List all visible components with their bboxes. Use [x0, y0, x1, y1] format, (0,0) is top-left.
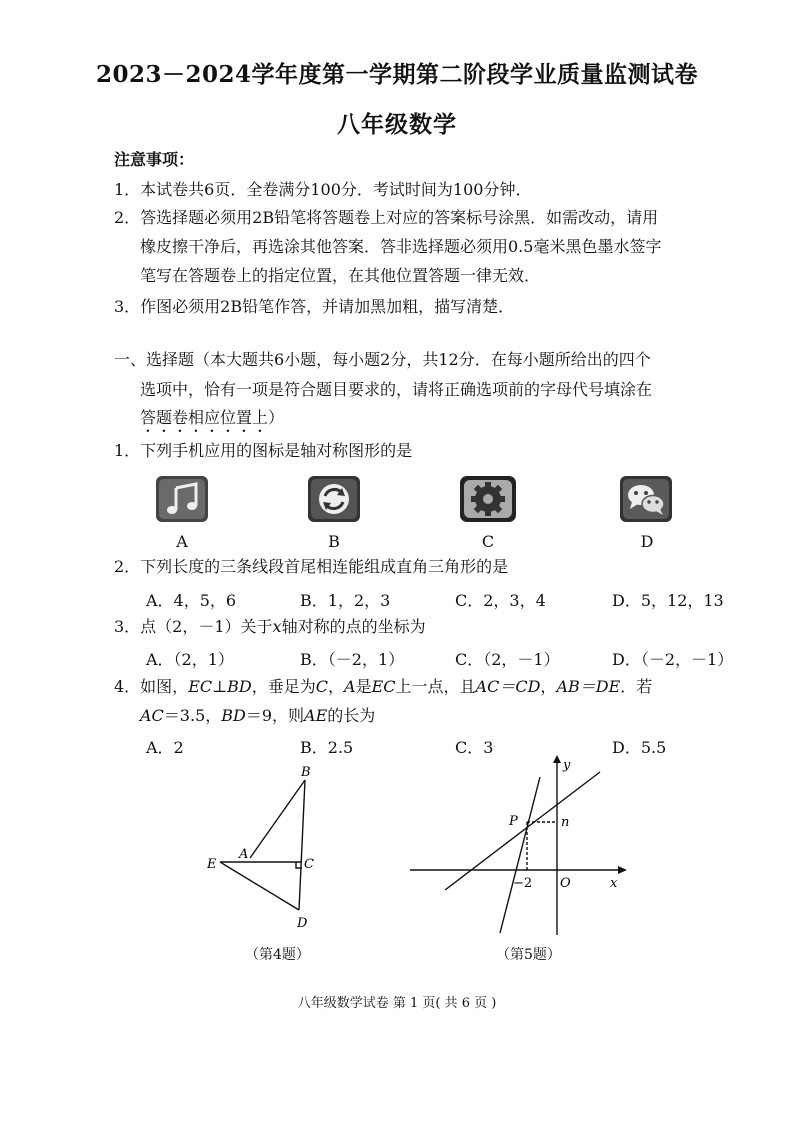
q1-option-a-label: A	[176, 532, 188, 551]
q4-s10: AC＝CD	[475, 677, 541, 696]
page-footer: 八年级数学试卷 第 1 页( 共 6 页 )	[297, 996, 497, 1011]
q4-s13: ．若	[620, 677, 653, 696]
fig5-label-n: n	[561, 815, 570, 830]
q3-stem-var: x	[272, 617, 282, 636]
fig4-label-d: D	[297, 916, 308, 931]
q3-stem-a: 3．点（2，－1）关于	[114, 617, 273, 636]
fig5-y-arrow	[553, 755, 561, 763]
refresh-icon	[308, 476, 360, 522]
q4-s7: 是	[355, 677, 372, 696]
section1-line3-close: ）	[268, 408, 285, 427]
notice-heading: 注意事项：	[114, 150, 195, 169]
q3-option-c: C．（2，－1）	[455, 650, 560, 669]
q2-option-a: A．4，5，6	[146, 591, 237, 610]
fig4-line-ab	[250, 780, 305, 858]
wechat-icon	[620, 476, 672, 522]
gear-icon	[460, 476, 512, 522]
q4-option-a: A．2	[146, 738, 184, 757]
exam-subtitle: 八年级数学	[337, 111, 457, 138]
q2-stem: 2．下列长度的三条线段首尾相连能组成直角三角形的是	[114, 557, 509, 576]
fig4-label-c: C	[304, 857, 314, 872]
q1-option-b-label: B	[328, 532, 340, 551]
fig5-label-x: x	[610, 876, 618, 891]
exam-title: 2023－2024学年度第一学期第二阶段学业质量监测试卷	[95, 61, 699, 88]
q4-s1: 4．如图，	[114, 677, 189, 696]
q4-s12: AB＝DE	[556, 677, 621, 696]
fig4-line-bd	[299, 780, 305, 910]
section1-line3	[140, 408, 284, 436]
q4-t1: AC	[140, 706, 164, 725]
q4-t4: ＝9，则	[245, 706, 305, 725]
fig5-x-arrow	[618, 866, 627, 874]
q4-s6: A	[344, 677, 356, 696]
fig5-label-o: O	[560, 876, 571, 891]
fig5-line-1	[445, 772, 600, 890]
q4-s4: C	[315, 677, 329, 696]
q4-t6: 的长为	[327, 706, 376, 725]
figure-4	[195, 758, 335, 938]
section1-line1: 一、选择题（本大题共6小题，每小题2分，共12分．在每小题所给出的四个	[114, 350, 651, 369]
q4-s11: ，	[540, 677, 557, 696]
q4-option-c: C．3	[455, 738, 494, 757]
q2-option-b: B．1，2，3	[300, 591, 391, 610]
q1-stem: 1．下列手机应用的图标是轴对称图形的是	[114, 441, 413, 460]
notice-item-1: 1．本试卷共6页．全卷满分100分．考试时间为100分钟．	[114, 180, 532, 199]
notice-item-2-cont1: 橡皮擦干净后，再选涂其他答案．答非选择题必须用0.5毫米黑色墨水签字	[140, 237, 662, 256]
q4-stem-line2	[140, 706, 375, 726]
fig5-label-y: y	[563, 758, 571, 773]
q4-stem-line1	[114, 677, 652, 697]
q2-option-c: C．2，3，4	[455, 591, 546, 610]
q3-stem	[114, 617, 426, 637]
notice-item-2: 2．答选择题必须用2B铅笔将答题卷上对应的答案标号涂黑．如需改动，请用	[114, 208, 659, 227]
q3-option-b: B．（－2，1）	[300, 650, 405, 669]
fig5-label-p: P	[509, 814, 518, 829]
q4-option-d: D．5.5	[612, 738, 667, 757]
q1-option-d-label: D	[640, 532, 654, 551]
q2-option-d: D．5，12，13	[612, 591, 724, 610]
q1-option-c-label: C	[481, 532, 495, 551]
q4-t2: ＝3.5，	[163, 706, 222, 725]
notice-item-2-cont2: 笔写在答题卷上的指定位置，在其他位置答题一律无效．	[140, 266, 541, 285]
q4-s2: EC⊥BD	[188, 677, 252, 696]
music-note-icon	[156, 476, 208, 522]
fig5-line-2	[500, 777, 540, 933]
q4-s9: 上一点，且	[395, 677, 476, 696]
q4-t3: BD	[221, 706, 246, 725]
fig4-label-b: B	[301, 765, 311, 780]
notice-item-3: 3．作图必须用2B铅笔作答，并请加黑加粗，描写清楚．	[114, 297, 515, 316]
q3-stem-b: 轴对称的点的坐标为	[281, 617, 426, 636]
q3-option-a: A．（2，1）	[146, 650, 234, 669]
q4-s5: ，	[328, 677, 345, 696]
q4-option-b: B．2.5	[300, 738, 354, 757]
section1-line3-emphasis: 答题卷相应位置上	[140, 408, 269, 427]
fig4-label-a: A	[239, 847, 249, 862]
fig4-label-e: E	[207, 857, 217, 872]
q4-s8: EC	[371, 677, 396, 696]
q3-option-d: D．（－2，－1）	[612, 650, 734, 669]
section1-line2: 选项中，恰有一项是符合题目要求的，请将正确选项前的字母代号填涂在	[140, 380, 653, 399]
fig5-label-minus2: −2	[513, 876, 533, 891]
fig5-caption: （第5题）	[496, 947, 561, 963]
q4-s3: ，垂足为	[251, 677, 316, 696]
fig4-caption: （第4题）	[245, 947, 310, 963]
figure-5	[405, 755, 635, 940]
fig4-line-ed	[220, 862, 299, 910]
q4-t5: AE	[304, 706, 328, 725]
